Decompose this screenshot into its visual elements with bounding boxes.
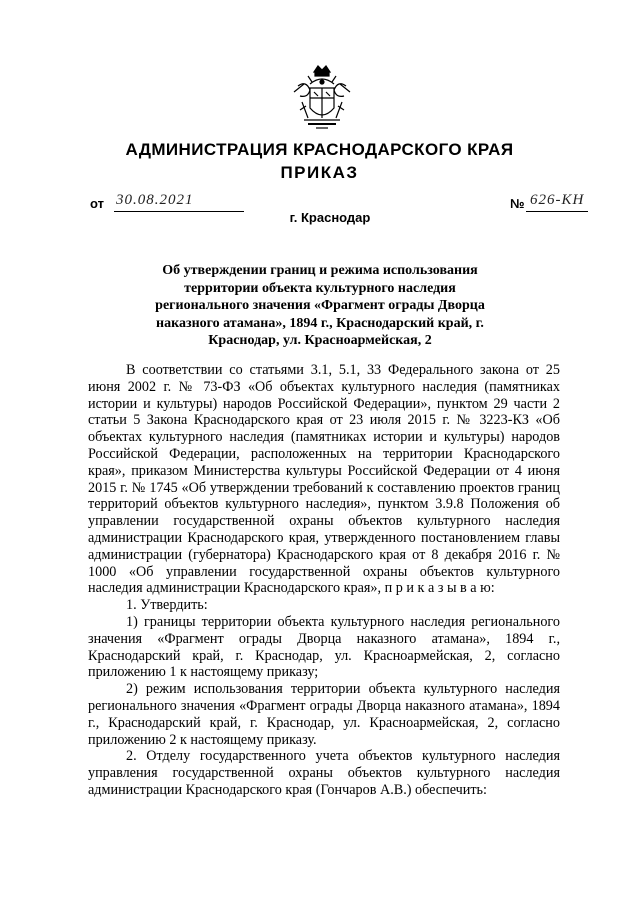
paragraph-item-1-1: 1) границы территории объекта культурного наследия регионального значения «Фрагмент ограды Дворца наказного атамана», 1894 г., Краснодарский край, г. Краснодар, ул. Красноармейская, 2, согласно приложению 1 к настоящему приказу;: [88, 613, 560, 681]
document-type: ПРИКАЗ: [280, 163, 359, 182]
krasnodar-coat-of-arms-icon: [290, 62, 354, 134]
city-name: г. Краснодар: [289, 210, 371, 225]
date-prefix: от: [90, 196, 104, 211]
document-title: Об утверждении границ и режима использования территории объекта культурного наследия регионального значения «Фрагмент ограды Дворца наказного атамана», 1894 г., Краснодарский край, г. Краснодар, ул. Красноармейская, 2: [155, 263, 485, 348]
document-body: [88, 362, 560, 799]
paragraph-item-1-2: 2) режим использования территории объекта культурного наследия регионального значения «Фрагмент ограды Дворца наказного атамана», 1894 г., Краснодарский край, г. Краснодар, ул. Красноармейская, 2, согласно приложению 2 к настоящему приказу.: [88, 681, 560, 748]
organization-name: АДМИНИСТРАЦИЯ КРАСНОДАРСКОГО КРАЯ: [125, 140, 514, 159]
paragraph-item-1: 1. Утвердить:: [126, 597, 208, 614]
number-prefix: №: [510, 196, 525, 211]
paragraph-preamble: В соответствии со статьями 3.1, 5.1, 33 Федерального закона от 25 июня 2002 г. № 73-ФЗ «Об объектах культурного наследия (памятниках истории и культуры) народов Российской Федерации», пунктом 29 части 2 статьи 5 Закона Краснодарского края от 23 июля 2015 г. № 3223-КЗ «Об объектах культурного наследия (памятниках истории и культуры) народов Российской Федерации, расположенных на территории Краснодарского края», приказом Министерства культуры Российской Федерации от 4 июня 2015 г. № 1745 «Об утверждении требований к составлению проектов границ территорий объектов культурного наследия», пунктом 3.9.8 Положения об управлении государственной охраны объектов культурного наследия администрации Краснодарского края, утвержденного постановлением главы администрации (губернатора) Краснодарского края от 8 декабря 2016 г. № 1000 «Об управлении государственной охраны объектов культурного наследия администрации Краснодарского края», п р и к а з ы в а ю:: [88, 362, 560, 597]
date-label: [90, 196, 104, 211]
paragraph-item-2: 2. Отделу государственного учета объектов культурного наследия управления государственной охраны объектов культурного наследия администрации Краснодарского края (Гончаров А.В.) обеспечить:: [88, 748, 560, 798]
number-label: [510, 196, 525, 211]
date-value: 30.08.2021: [116, 192, 194, 208]
number-value: 626-КН: [530, 192, 585, 208]
